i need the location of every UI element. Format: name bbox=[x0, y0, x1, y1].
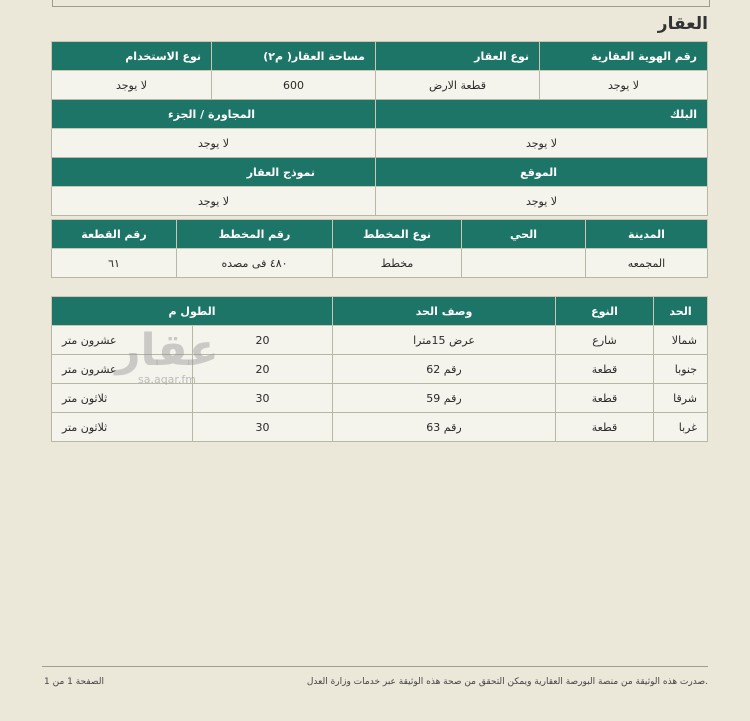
header-boundary: الحد bbox=[654, 297, 708, 326]
watermark-logo-text: عقار bbox=[115, 325, 219, 376]
boundary-length: 20 bbox=[193, 326, 333, 355]
footer-divider bbox=[42, 666, 708, 667]
section-title: العقار bbox=[657, 14, 708, 34]
table-row bbox=[51, 413, 707, 442]
boundary-length-words: ثلاثون متر bbox=[51, 384, 192, 413]
boundary-side: شمالا bbox=[654, 326, 708, 355]
header-property-id: رقم الهوية العقارية bbox=[540, 42, 708, 71]
header-length: الطول م bbox=[51, 297, 332, 326]
boundary-type: قطعة bbox=[556, 384, 654, 413]
value-plot-number: ٦١ bbox=[52, 249, 177, 278]
header-property-area: مساحة العقار( م٢) bbox=[212, 42, 376, 71]
boundary-length-words: عشرون متر bbox=[51, 326, 192, 355]
boundary-description: رقم 59 bbox=[333, 384, 556, 413]
boundary-length: 30 bbox=[193, 384, 333, 413]
header-property-model: نموذج العقار bbox=[52, 158, 376, 187]
header-city: المدينة bbox=[586, 220, 708, 249]
boundary-description: رقم 63 bbox=[333, 413, 556, 442]
header-neighbourhood-part: المجاورة / الجزء bbox=[52, 100, 376, 129]
header-district: الحي bbox=[462, 220, 586, 249]
boundary-description: رقم 62 bbox=[333, 355, 556, 384]
property-info-table bbox=[51, 41, 708, 216]
value-plan-number: ٤٨٠ فى مصده bbox=[177, 249, 333, 278]
header-boundary-type: النوع bbox=[556, 297, 654, 326]
header-boundary-description: وصف الحد bbox=[333, 297, 556, 326]
watermark-logo bbox=[102, 325, 232, 400]
watermark-site: sa.aqar.fm bbox=[137, 373, 197, 386]
value-property-id: لا يوجد bbox=[540, 71, 708, 100]
boundary-length: 20 bbox=[193, 355, 333, 384]
boundary-description: عرض 15مترا bbox=[333, 326, 556, 355]
header-plan-type: نوع المخطط bbox=[333, 220, 462, 249]
value-block: لا يوجد bbox=[376, 129, 708, 158]
boundary-type: قطعة bbox=[556, 355, 654, 384]
value-usage-type: لا يوجد bbox=[52, 71, 212, 100]
boundary-type: قطعة bbox=[556, 413, 654, 442]
header-plan-number: رقم المخطط bbox=[177, 220, 333, 249]
boundary-type: شارع bbox=[556, 326, 654, 355]
plan-info-table bbox=[51, 219, 708, 278]
header-plot-number: رقم القطعة bbox=[52, 220, 177, 249]
previous-section-border bbox=[52, 0, 710, 7]
value-plan-type: مخطط bbox=[333, 249, 462, 278]
boundary-side: شرقا bbox=[654, 384, 708, 413]
value-neighbourhood-part: لا يوجد bbox=[52, 129, 376, 158]
value-property-type: قطعة الارض bbox=[376, 71, 540, 100]
boundary-side: غربا bbox=[654, 413, 708, 442]
value-property-model: لا يوجد bbox=[52, 187, 376, 216]
page-number: الصفحة 1 من 1 bbox=[44, 677, 104, 687]
header-property-type: نوع العقار bbox=[376, 42, 540, 71]
value-location: لا يوجد bbox=[376, 187, 708, 216]
footer-notice: صدرت هذه الوثيقة من منصة البورصة العقارية ويمكن التحقق من صحة هذه الوثيقة عبر خدمات وزارة العدل. bbox=[306, 677, 708, 687]
boundary-length-words: ثلاثون متر bbox=[51, 413, 192, 442]
value-property-area: 600 bbox=[212, 71, 376, 100]
header-location: الموقع bbox=[376, 158, 708, 187]
value-city: المجمعه bbox=[586, 249, 708, 278]
boundary-length-words: عشرون متر bbox=[51, 355, 192, 384]
boundary-length: 30 bbox=[193, 413, 333, 442]
header-block: البلك bbox=[376, 100, 708, 129]
header-usage-type: نوع الاستخدام bbox=[52, 42, 212, 71]
boundary-side: جنوبا bbox=[654, 355, 708, 384]
value-district bbox=[462, 249, 586, 278]
